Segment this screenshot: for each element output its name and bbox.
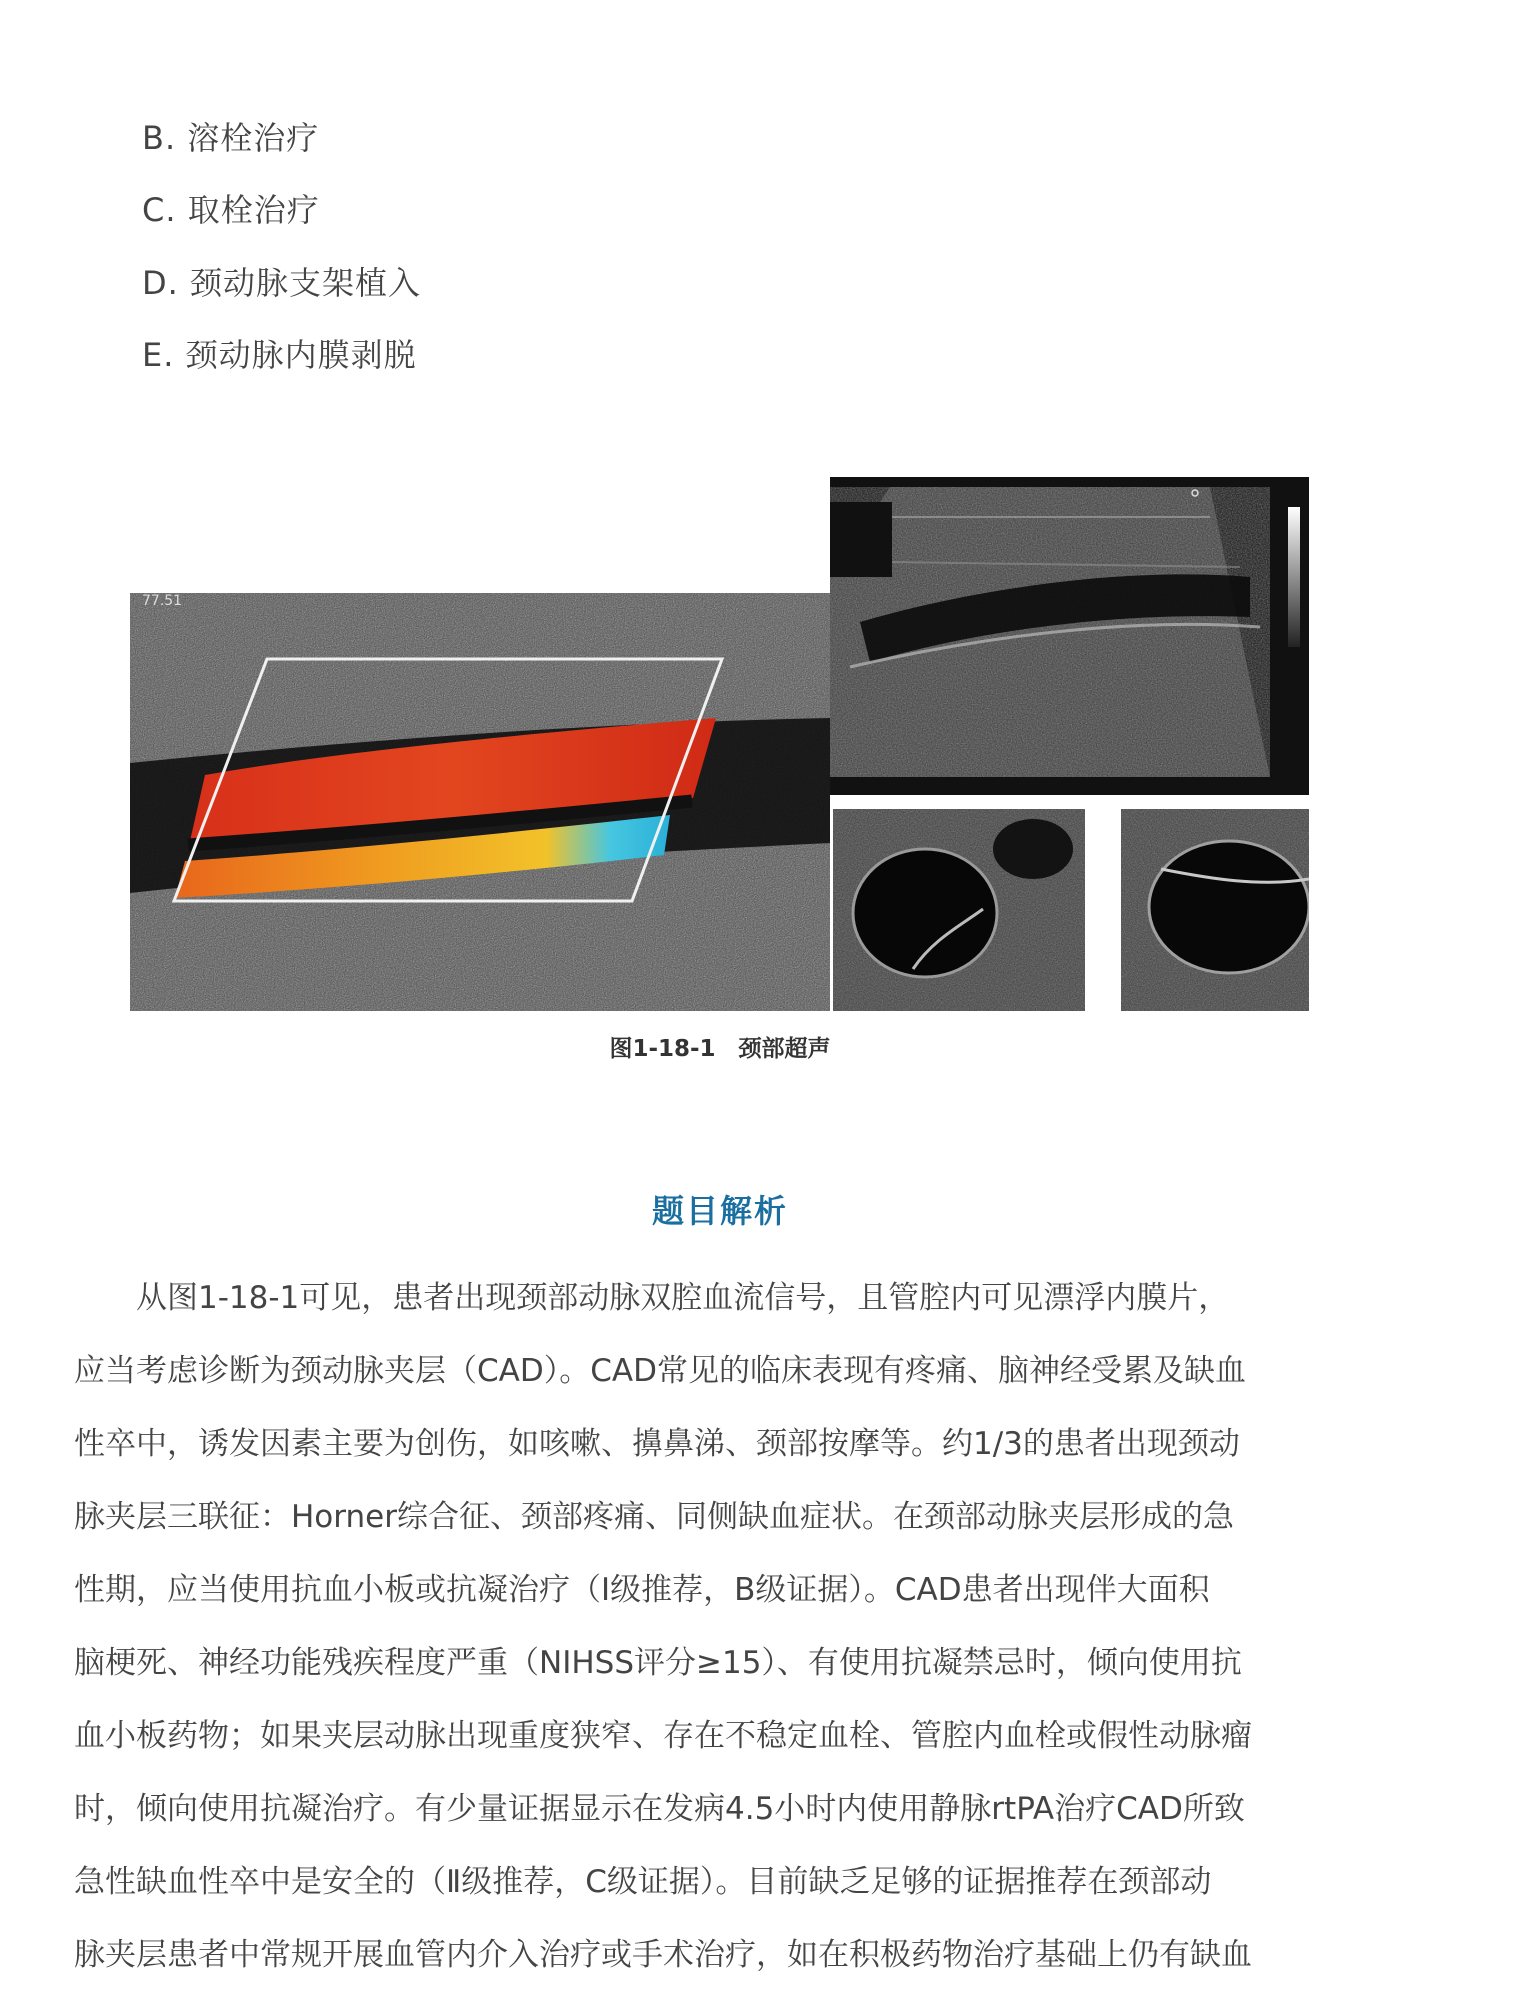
option-letter: C. <box>142 191 177 229</box>
paragraph-line: 血小板药物；如果夹层动脉出现重度狭窄、存在不稳定血栓、管腔内血栓或假性动脉瘤 <box>74 1718 1252 1754</box>
paragraph-line: 应当考虑诊断为颈动脉夹层（CAD）。CAD常见的临床表现有疼痛、脑神经受累及缺血 <box>74 1353 1246 1389</box>
paragraph-line: 脑梗死、神经功能残疾程度严重（NIHSS评分≥15）、有使用抗凝禁忌时，倾向使用抗 <box>74 1645 1242 1681</box>
option-letter: B. <box>142 119 177 157</box>
option-letter: E. <box>142 336 175 374</box>
option-text: 颈动脉内膜剥脱 <box>185 336 417 374</box>
option-text: 颈动脉支架植入 <box>189 264 421 302</box>
paragraph-line: 脉夹层三联征：Horner综合征、颈部疼痛、同侧缺血症状。在颈部动脉夹层形成的急 <box>74 1499 1234 1535</box>
analysis-title: 题目解析 <box>651 1192 788 1230</box>
paragraph-line: 脉夹层患者中常规开展血管内介入治疗或手术治疗，如在积极药物治疗基础上仍有缺血 <box>74 1937 1252 1973</box>
doppler-longitudinal-image <box>130 593 830 1011</box>
grayscale-longitudinal-image <box>830 477 1309 795</box>
transverse-image-right <box>1121 809 1309 1011</box>
option-text: 溶栓治疗 <box>187 119 320 157</box>
analysis-paragraph <box>74 1262 1374 1992</box>
paragraph-line: 时，倾向使用抗凝治疗。有少量证据显示在发病4.5小时内使用静脉rtPA治疗CAD所致 <box>74 1791 1245 1827</box>
svg-text:77.51: 77.51 <box>142 593 183 609</box>
paragraph-line: 急性缺血性卒中是安全的（Ⅱ级推荐，C级证据）。目前缺乏足够的证据推荐在颈部动 <box>74 1864 1212 1900</box>
paragraph-line: 性卒中，诱发因素主要为创伤，如咳嗽、擤鼻涕、颈部按摩等。约1/3的患者出现颈动 <box>74 1426 1240 1462</box>
figure-caption: 图1-18-1 颈部超声 <box>609 1036 831 1062</box>
option-letter: D. <box>142 264 179 302</box>
option-text: 取栓治疗 <box>187 191 320 229</box>
paragraph-line: 性期，应当使用抗血小板或抗凝治疗（Ⅰ级推荐，B级证据）。CAD患者出现伴大面积 <box>74 1572 1210 1608</box>
transverse-image-left <box>833 809 1085 1011</box>
paragraph-line: 从图1-18-1可见，患者出现颈部动脉双腔血流信号，且管腔内可见漂浮内膜片， <box>74 1280 1230 1316</box>
